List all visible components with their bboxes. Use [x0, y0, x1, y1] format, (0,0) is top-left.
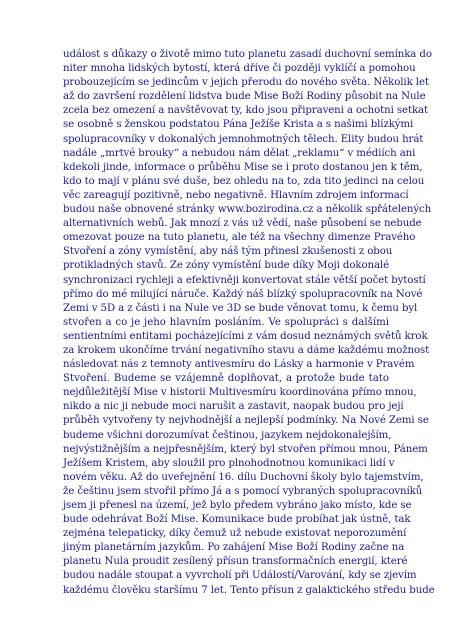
text-line: bude odehrávat Boží Mise. Komunikace bude probíhat jak ústně, tak: [63, 514, 411, 526]
text-line: niter mnoha lidských bytostí, která dříve či později vyklíčí a pomohou: [63, 63, 416, 75]
text-line: následovat nás z temnoty antivesmíru do Lásky a harmonie v Pravém: [63, 359, 415, 371]
text-line: nadále „mrtvé brouky“ a nebudou nám dělat „reklamu“ v médiích ani: [63, 147, 416, 159]
text-line: omezovat pouze na tuto planetu, ale též na všechny dimenze Pravého: [63, 232, 416, 244]
text-line: Stvoření a zóny vymístění, aby náš tým přinesl zkušenosti z obou: [63, 246, 393, 258]
text-line: za krokem ukončíme trvání negativního stavu a dáme každému možnost: [63, 344, 430, 356]
text-line: kdo to mají v plánu své duše, bez ohledu na to, zda tito jedinci na celou: [63, 175, 425, 187]
text-line: věc zareagují pozitivně, nebo negativně. Hlavním zdrojem informací: [63, 189, 409, 201]
text-line: zcela bez omezení a navštěvovat ty, kdo jsou připraveni a ochotni setkat: [63, 105, 429, 117]
text-line: zejména telepaticky, díky čemuž už nebude existovat neporozumění: [63, 528, 407, 540]
text-line: budou naše obnovené stránky www.bozirodina.cz a několik spřátelených: [63, 204, 432, 216]
text-line: průběh vytvořeny ty nejvhodnější a nejlepší podmínky. Na Nové Zemi se: [63, 415, 429, 427]
text-line: budou nadále stoupat a vyvrcholí při Událostí/Varování, kdy se zjevím: [63, 570, 417, 582]
text-line: Stvoření. Budeme se vzájemně doplňovat, a protože bude tato: [63, 373, 389, 385]
text-line: budeme všichni dorozumívat češtinou, jazykem nejdokonalejším,: [63, 429, 392, 441]
text-line: nejdůležitější Mise v historii Multivesmíru koordinována přímo mnou,: [63, 387, 417, 399]
text-line: že češtinu jsem stvořil přímo Já a s pomocí vybraných spolupracovníků: [63, 485, 423, 497]
text-line: alternativních webů. Jak mnozí z vás už vědí, naše působení se nebude: [63, 218, 422, 230]
text-line: nikdo a nic ji nebude moci narušit a zastavit, naopak budou pro její: [63, 401, 404, 413]
text-line: událost s důkazy o životě mimo tuto planetu zasadí duchovní semínka do: [63, 49, 432, 60]
text-line: protikladných stavů. Ze zóny vymístění bude díky Moji dokonalé: [63, 260, 389, 272]
text-line: novém věku. Až do uveřejnění 16. dílu Duchovní školy bylo tajemstvím,: [63, 471, 424, 483]
text-line: až do završení rozdělení lidstva bude Mise Boží Rodiny působit na Nule: [63, 91, 426, 103]
text-line: nejvýstižnějším a nejpřesnějším, který byl stvořen přímou mnou, Pánem: [63, 443, 428, 455]
text-line: každému člověku staršímu 7 let. Tento přísun z galaktického středu bude: [63, 584, 435, 596]
body-text: [63, 48, 435, 598]
text-line: sentientními entitami pocházejícími z vám dosud neznámých světů krok: [63, 330, 428, 342]
text-line: stvořen a co je jeho hlavním posláním. Ve spolupráci s dalšími: [63, 316, 389, 328]
text-line: planetu Nula proudit zesílený přísun transformačních energií, které: [63, 556, 408, 568]
text-line: probouzejícím se jedincům v jejich přerodu do nového světa. Několik let: [63, 77, 429, 89]
text-line: kdekoli jinde, informace o průběhu Mise se i proto dostanou jen k těm,: [63, 161, 423, 173]
text-line: se osobně s ženskou podstatou Pána Ježíše Krista a s našimi blízkými: [63, 119, 414, 131]
text-line: synchronizaci rychleji a efektivněji konvertovat stále větší počet bytostí: [63, 274, 426, 286]
text-line: Zemi v 5D a z části i na Nule ve 3D se bude věnovat tomu, k čemu byl: [63, 302, 418, 314]
text-line: Ježíšem Kristem, aby sloužil pro plnohodnotnou komunikaci lidí v: [63, 457, 395, 469]
text-line: spolupracovníky v dokonalých jemnohmotných tělech. Elity budou hrát: [63, 133, 424, 145]
text-line: přímo do mé milující náruče. Každý náš blízký spolupracovník na Nové: [63, 288, 423, 300]
text-line: jsem ji přenesl na území, jež bylo předem vybráno jako místo, kde se: [63, 500, 412, 511]
text-line: jiným planetárním jazykům. Po zahájení Mise Boží Rodiny začne na: [63, 542, 405, 554]
